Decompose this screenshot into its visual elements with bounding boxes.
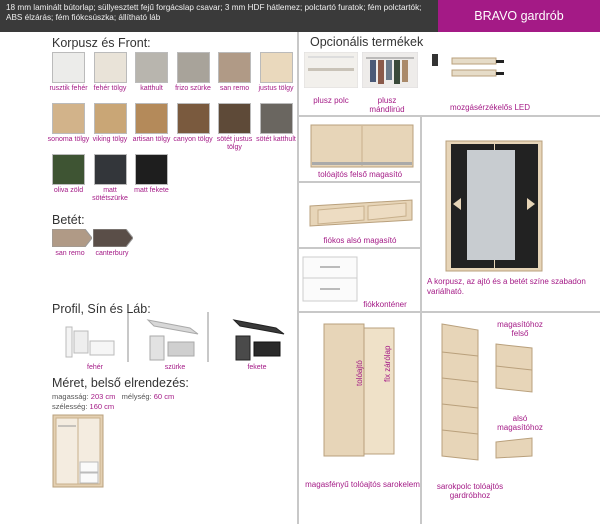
wardrobe-note: A korpusz, az ajtó és a betét színe szabadon variálható. xyxy=(427,277,586,296)
also-magasitohoz-label: alsó magasítóhoz xyxy=(497,414,543,432)
divider-led xyxy=(297,115,600,117)
profil-divider-2 xyxy=(207,312,209,362)
product-description: 18 mm laminált bútorlap; süllyesztett fejű forgácslap csavar; 3 mm HDF hátlemez; polctartó furatok; fém polctartók; ABS élzárás; fém fiókcsúszka; állítható láb xyxy=(6,3,422,22)
fiokos-magasito-label: fiókos alsó magasító xyxy=(323,236,397,245)
meret-magassag xyxy=(52,392,174,401)
magasitohoz-felso-label: magasítóhoz felső xyxy=(497,320,543,338)
korpusz-swatch-label: sötét katthult xyxy=(256,136,296,143)
korpusz-swatch-label: viking tölgy xyxy=(92,136,128,143)
profil-gray-label: szürke xyxy=(164,364,186,371)
korpusz-swatch-label: matt fekete xyxy=(134,187,169,194)
fiokkontener-label: fiókkonténer xyxy=(363,300,407,309)
plusz-polc-label: plusz polc xyxy=(313,96,349,105)
wardrobe-image xyxy=(445,140,543,279)
korpusz-swatch[interactable] xyxy=(135,52,168,83)
meret-szelesseg xyxy=(52,402,114,411)
melyseg-label: mélység: xyxy=(121,392,152,401)
korpusz-heading: Korpusz és Front: xyxy=(52,36,151,50)
betet-san-remo-label: san remo xyxy=(55,250,85,257)
bottom-divider xyxy=(420,311,422,524)
korpusz-swatch-label: fehér tölgy xyxy=(93,85,127,92)
divider-fiokos xyxy=(297,247,421,249)
header-bar xyxy=(0,0,600,32)
korpusz-swatch-label: oliva zöld xyxy=(53,187,84,194)
korpusz-swatch[interactable] xyxy=(52,103,85,134)
led-image xyxy=(430,52,540,87)
korpusz-swatch[interactable] xyxy=(52,52,85,83)
fiokos-magasito-image xyxy=(308,196,414,237)
felso-sarokpolc-image xyxy=(494,342,534,399)
korpusz-swatch-label: katthult xyxy=(140,85,163,92)
betet-heading: Betét: xyxy=(52,213,85,227)
sarokpolc-image xyxy=(440,322,480,467)
korpusz-swatch-label: canyon tölgy xyxy=(173,136,213,143)
column-divider xyxy=(297,32,299,524)
korpusz-swatch-label: artisan tölgy xyxy=(132,136,171,143)
plusz-mandlirud-image xyxy=(362,52,418,93)
szelesseg-label: szélesség: xyxy=(52,402,88,411)
profil-heading: Profil, Sín és Láb: xyxy=(52,302,151,316)
betet-canterbury-swatch xyxy=(93,229,133,247)
opcionalis-heading: Opcionális termékek xyxy=(310,35,424,49)
sarokelem-label: magasfényű tolóajtós sarokelem xyxy=(305,480,420,489)
profil-black-image xyxy=(226,318,288,367)
korpusz-swatch-label: san remo xyxy=(219,85,250,92)
korpusz-swatch[interactable] xyxy=(218,103,251,134)
szelesseg-value: 160 cm xyxy=(89,402,115,411)
korpusz-swatch[interactable] xyxy=(94,52,127,83)
korpusz-swatch-label: sonoma tölgy xyxy=(47,136,90,143)
product-title: BRAVO gardrób xyxy=(438,0,600,32)
korpusz-swatch[interactable] xyxy=(177,52,210,83)
led-label: mozgásérzékelős LED xyxy=(449,103,531,112)
korpusz-swatch[interactable] xyxy=(177,103,210,134)
plusz-polc-image xyxy=(304,52,358,93)
magassag-value: 203 cm xyxy=(90,392,116,401)
betet-canterbury[interactable] xyxy=(93,229,133,252)
profil-white-image xyxy=(62,323,120,366)
divider-felso xyxy=(297,181,421,183)
korpusz-swatch[interactable] xyxy=(135,103,168,134)
korpusz-swatch-label: rusztik fehér xyxy=(49,85,88,92)
magassag-label: magasság: xyxy=(52,392,89,401)
melyseg-value: 60 cm xyxy=(153,392,175,401)
sarokpolc-label: sarokpolc tolóajtós gardróbhoz xyxy=(436,482,504,500)
betet-san-remo-swatch xyxy=(52,229,92,247)
plusz-mandlirud-label: plusz mándlirúd xyxy=(369,96,405,114)
profil-divider-1 xyxy=(127,312,129,362)
korpusz-swatch[interactable] xyxy=(218,52,251,83)
korpusz-swatch-label: matt sötétszürke xyxy=(92,187,128,202)
betet-san-remo[interactable] xyxy=(52,229,92,252)
korpusz-swatch[interactable] xyxy=(52,154,85,185)
fix-zarolap-label: fix zárólap xyxy=(383,345,392,382)
tolajto-vertical-label: tolóajtó xyxy=(355,360,364,386)
korpusz-swatch[interactable] xyxy=(94,154,127,185)
betet-canterbury-label: canterbury xyxy=(95,250,129,257)
divider-bottom xyxy=(297,311,600,313)
korpusz-swatch[interactable] xyxy=(94,103,127,134)
felso-magasito-label: tolóajtós felső magasító xyxy=(317,170,403,179)
meret-heading: Méret, belső elrendezés: xyxy=(52,376,189,390)
right-divider xyxy=(420,115,422,311)
profil-black-label: fekete xyxy=(247,364,267,371)
profil-white-label: fehér xyxy=(87,364,103,371)
meret-interior-image xyxy=(52,414,104,493)
korpusz-swatch-label: justus tölgy xyxy=(258,85,294,92)
korpusz-swatch[interactable] xyxy=(260,103,293,134)
profil-gray-image xyxy=(140,318,202,367)
felso-magasito-image xyxy=(310,124,414,173)
korpusz-swatch-label: sötét justus tölgy xyxy=(216,136,253,151)
korpusz-swatch[interactable] xyxy=(260,52,293,83)
korpusz-swatch-label: frizo szürke xyxy=(175,85,211,92)
korpusz-swatch[interactable] xyxy=(135,154,168,185)
also-sarokpolc-image xyxy=(494,436,534,465)
